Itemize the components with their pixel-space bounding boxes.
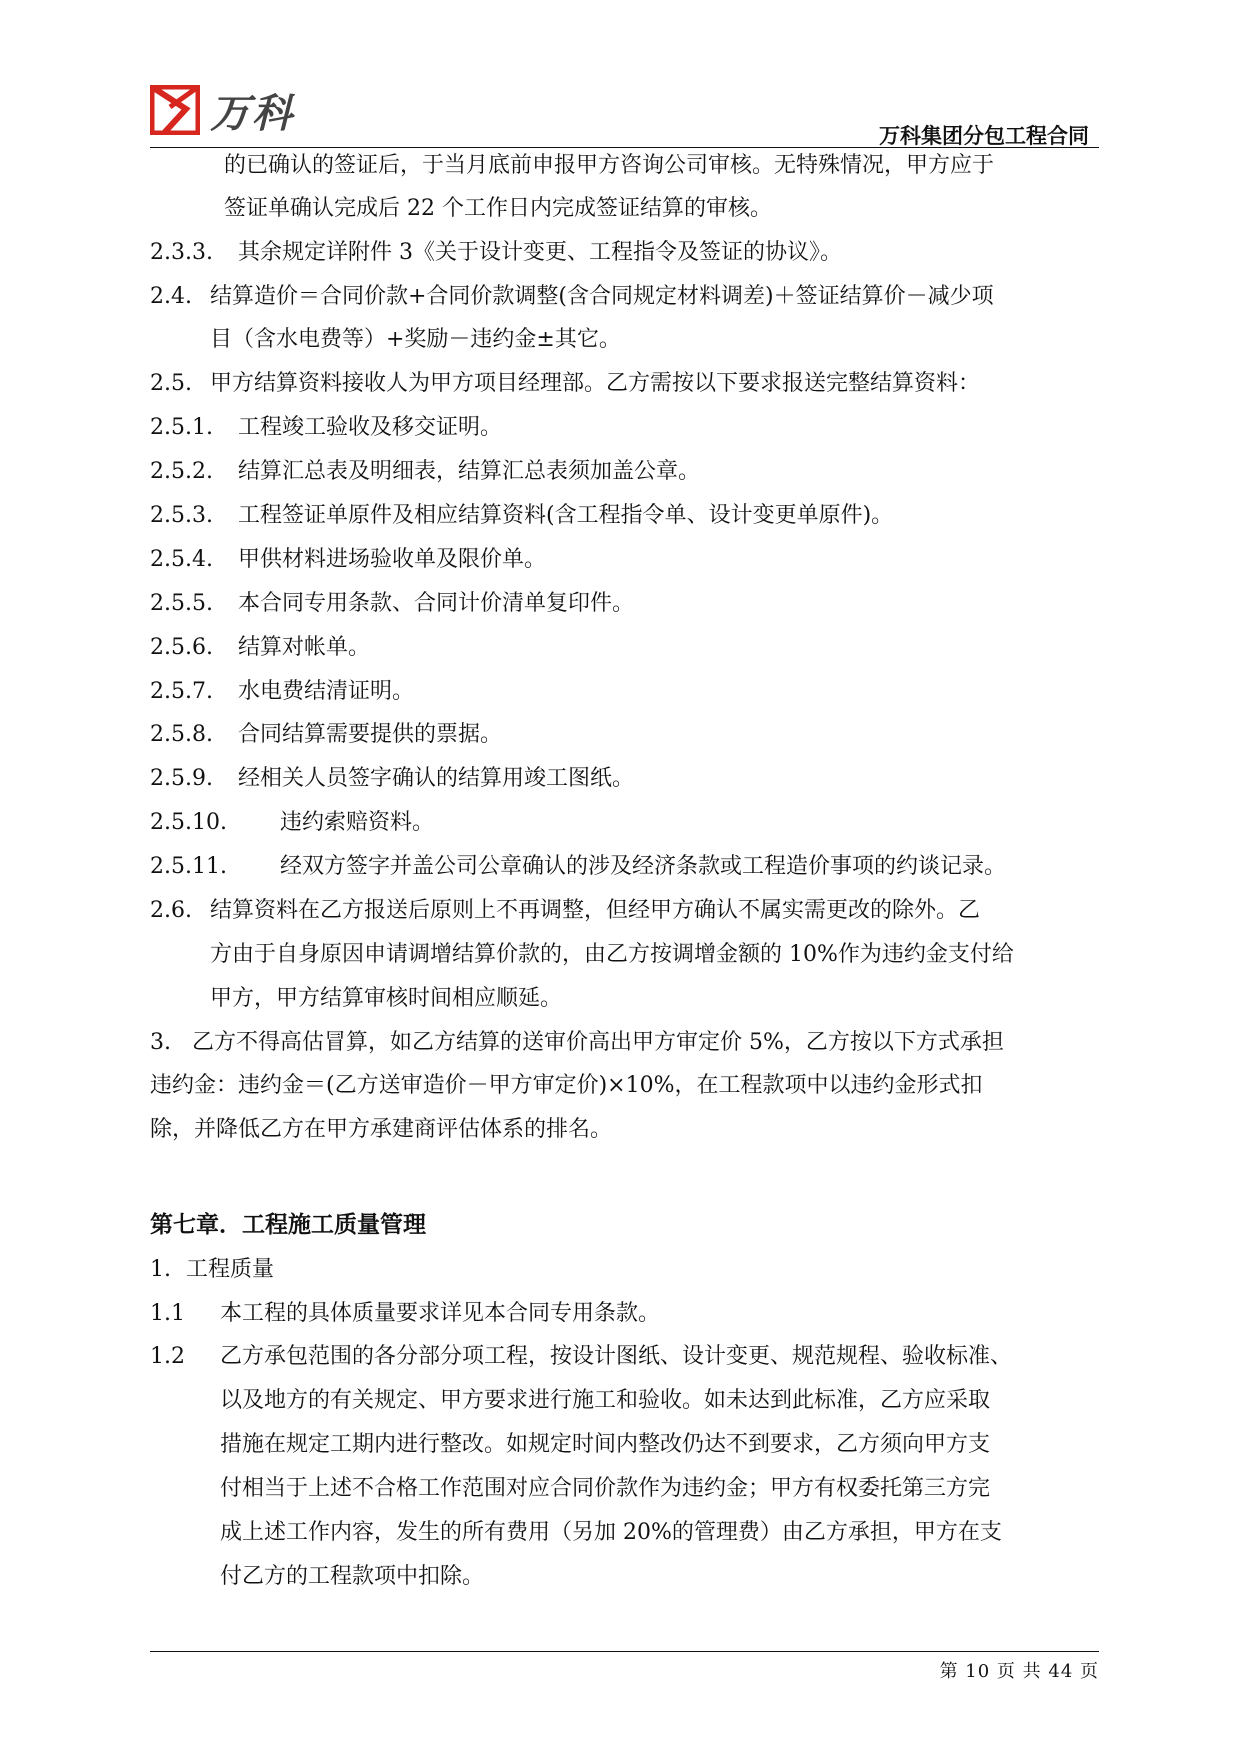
text-line: 水电费结清证明。 [238, 679, 415, 704]
clause-number: 1. [150, 1257, 171, 1282]
clause-number: 1.2 [150, 1344, 185, 1369]
text-line: 经双方签字并盖公司公章确认的涉及经济条款或工程造价事项的约谈记录。 [280, 854, 1007, 879]
clause-number: 2.5.8. [150, 722, 213, 747]
clause-number: 2.5.11. [150, 854, 227, 879]
vanke-logo [150, 84, 294, 136]
text-line: 工程签证单原件及相应结算资料(含工程指令单、设计变更单原件)。 [238, 503, 894, 528]
text-line: 方由于自身原因申请调增结算价款的，由乙方按调增金额的 10%作为违约金支付给 [210, 942, 1014, 967]
vanke-logo-icon [150, 85, 200, 135]
text-line: 本工程的具体质量要求详见本合同专用条款。 [220, 1301, 661, 1326]
clause-number: 2.5.10. [150, 810, 227, 835]
text-line: 以及地方的有关规定、甲方要求进行施工和验收。如未达到此标准，乙方应采取 [220, 1388, 991, 1413]
clause-number: 2.5.6. [150, 635, 213, 660]
clause-number: 2.5.1. [150, 415, 213, 440]
text-line: 违约金：违约金＝(乙方送审造价－甲方审定价)×10%，在工程款项中以违约金形式扣 [150, 1073, 983, 1098]
text-line: 结算造价＝合同价款+合同价款调整(含合同规定材料调差)＋签证结算价－减少项 [210, 284, 994, 309]
document-title: 万科集团分包工程合同 [879, 124, 1089, 148]
clause-number: 1.1 [150, 1301, 185, 1326]
clause-number: 2.5.5. [150, 591, 213, 616]
text-line: 乙方不得高估冒算，如乙方结算的送审价高出甲方审定价 5%，乙方按以下方式承担 [192, 1030, 1004, 1055]
text-line: 结算对帐单。 [238, 635, 371, 660]
text-line: 的已确认的签证后，于当月底前申报甲方咨询公司审核。无特殊情况，甲方应于 [224, 153, 995, 178]
header-divider [150, 147, 1099, 148]
clause-number: 2.3.3. [150, 240, 213, 265]
page-number: 第 10 页 共 44 页 [939, 1661, 1099, 1682]
clause-number: 2.5.3. [150, 503, 213, 528]
clause-number: 2.5. [150, 371, 192, 396]
clause-number: 2.4. [150, 284, 192, 309]
text-line: 甲方结算资料接收人为甲方项目经理部。乙方需按以下要求报送完整结算资料： [210, 371, 981, 396]
text-line: 甲供材料进场验收单及限价单。 [238, 547, 547, 572]
clause-number: 3. [150, 1030, 171, 1055]
logo-text: 万科 [210, 90, 294, 137]
text-line: 其余规定详附件 3《关于设计变更、工程指令及签证的协议》。 [238, 240, 842, 265]
text-line: 违约索赔资料。 [280, 810, 435, 835]
text-line: 本合同专用条款、合同计价清单复印件。 [238, 591, 635, 616]
text-line: 甲方，甲方结算审核时间相应顺延。 [210, 986, 563, 1011]
chapter-heading: 第七章．工程施工质量管理 [150, 1212, 426, 1238]
text-line: 结算汇总表及明细表，结算汇总表须加盖公章。 [238, 459, 701, 484]
text-line: 付乙方的工程款项中扣除。 [220, 1564, 485, 1589]
text-line: 除，并降低乙方在甲方承建商评估体系的排名。 [150, 1117, 613, 1142]
text-line: 合同结算需要提供的票据。 [238, 722, 503, 747]
clause-number: 2.5.7. [150, 679, 213, 704]
section-title: 工程质量 [186, 1257, 275, 1282]
clause-number: 2.5.2. [150, 459, 213, 484]
text-line: 目（含水电费等）+奖励－违约金±其它。 [210, 327, 621, 352]
text-line: 工程竣工验收及移交证明。 [238, 415, 503, 440]
footer-divider [150, 1651, 1099, 1652]
text-line: 措施在规定工期内进行整改。如规定时间内整改仍达不到要求，乙方须向甲方支 [220, 1432, 991, 1457]
text-line: 付相当于上述不合格工作范围对应合同价款作为违约金；甲方有权委托第三方完 [220, 1476, 991, 1501]
text-line: 签证单确认完成后 22 个工作日内完成签证结算的审核。 [224, 196, 772, 221]
clause-number: 2.5.9. [150, 766, 213, 791]
text-line: 经相关人员签字确认的结算用竣工图纸。 [238, 766, 635, 791]
text-line: 成上述工作内容，发生的所有费用（另加 20%的管理费）由乙方承担，甲方在支 [220, 1520, 1002, 1545]
clause-number: 2.6. [150, 898, 192, 923]
clause-number: 2.5.4. [150, 547, 213, 572]
text-line: 乙方承包范围的各分部分项工程，按设计图纸、设计变更、规范规程、验收标准、 [220, 1344, 1013, 1369]
text-line: 结算资料在乙方报送后原则上不再调整，但经甲方确认不属实需更改的除外。乙 [210, 898, 981, 923]
